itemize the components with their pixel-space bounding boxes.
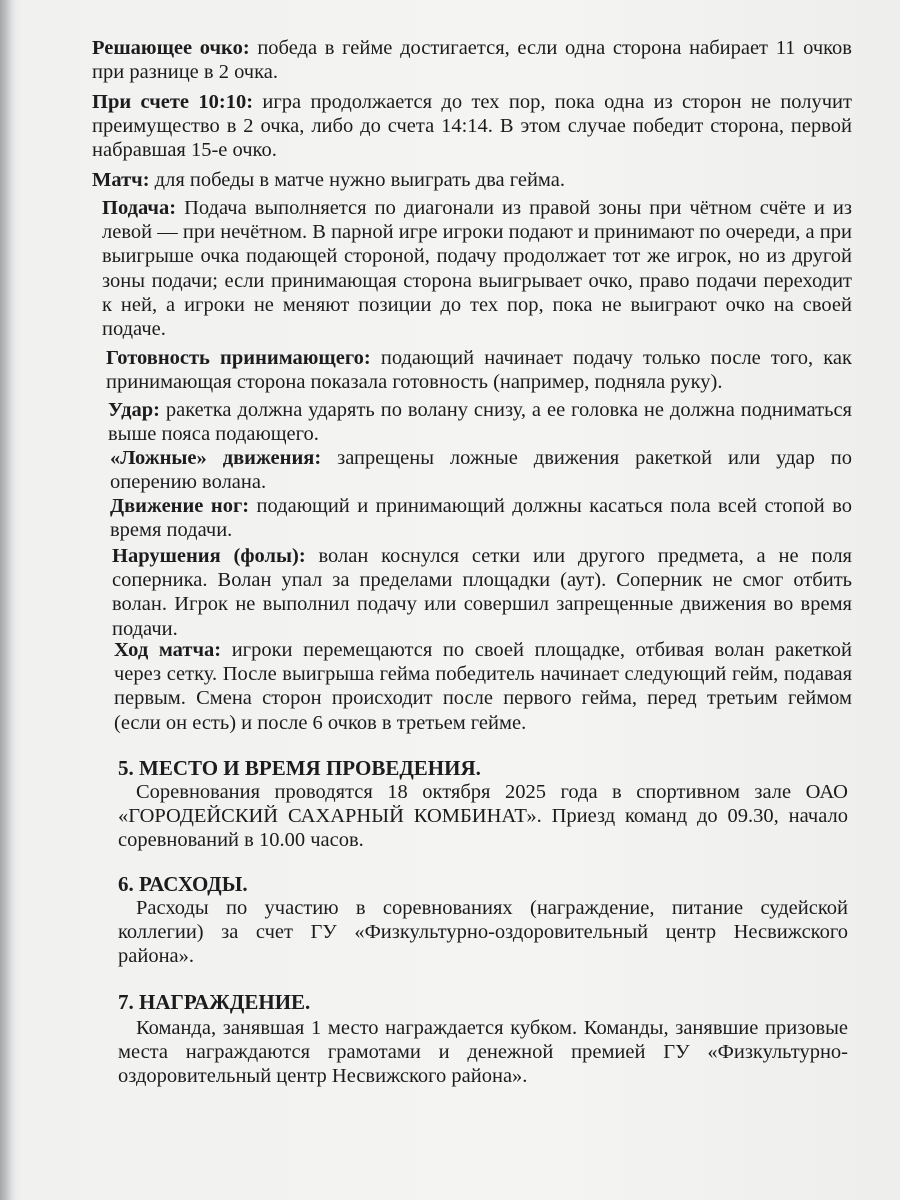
rule-receiver-ready	[106, 346, 852, 394]
rule-match	[92, 168, 852, 192]
rule-term: Матч:	[92, 169, 150, 191]
section-text-awards: Команда, занявшая 1 место награждается кубком. Команды, занявшие призовые места награждаются грамотами и денежной премией ГУ «Физкультурно-оздоровительный центр Несвижского района».	[118, 1017, 848, 1088]
rule-term: Удар:	[108, 399, 160, 421]
rule-score-10-10	[92, 90, 852, 163]
section-heading-venue: 5. МЕСТО И ВРЕМЯ ПРОВЕДЕНИЯ.	[118, 756, 481, 780]
rule-term: «Ложные» движения:	[110, 447, 322, 469]
rule-text: подающий начинает подачу только после того, как принимающая сторона показала готовность (например, подняла руку).	[106, 347, 852, 394]
rule-text: игроки перемещаются по своей площадке, отбивая волан ракеткой через сетку. После выигрыша гейма победитель начинает следующий гейм, подавая первым. Смена сторон происходит после первого гейма, перед третьим геймом (если он есть) и после 6 очков в третьем гейме.	[114, 639, 852, 734]
rule-term: Подача:	[102, 197, 177, 219]
rule-text: Подача выполняется по диагонали из правой зоны при чётном счёте и из левой — при нечётном. В парной игре игроки подают и принимают по очереди, а при выигрыше очка подающей стороной, подачу продолжает тот же игрок, но из другой зоны подачи; если принимающая сторона выигрывает очко, право подачи переходит к ней, а игроки не меняют позиции до тех пор, пока не выиграют очко на своей подаче.	[102, 197, 852, 341]
rule-text: игра продолжается до тех пор, пока одна из сторон не получит преимущество в 2 очка, либо до счета 14:14. В этом случае победит сторона, первой набравшая 15-е очко.	[92, 91, 852, 162]
rule-term: Готовность принимающего:	[106, 347, 371, 369]
rule-term: Решающее очко:	[92, 37, 250, 59]
rule-serve	[102, 196, 852, 341]
rule-text: ракетка должна ударять по волану снизу, а ее головка не должна подниматься выше пояса подающего.	[108, 399, 852, 446]
rule-foot-movement	[110, 494, 852, 542]
rule-text: запрещены ложные движения ракеткой или удар по оперению волана.	[110, 447, 852, 494]
page-edge-shadow	[0, 0, 14, 1200]
rule-faults	[112, 544, 852, 641]
rule-stroke	[108, 398, 852, 446]
rule-text: волан коснулся сетки или другого предмета, а не поля соперника. Волан упал за пределами площадки (аут). Соперник не смог отбить волан. Игрок не выполнил подачу или совершил запрещенные движения во время подачи.	[112, 545, 852, 640]
rule-term: Движение ног:	[110, 495, 250, 517]
rule-match-course	[114, 638, 852, 735]
rule-term: При счете 10:10:	[92, 91, 254, 113]
rule-text: победа в гейме достигается, если одна сторона набирает 11 очков при разнице в 2 очка.	[92, 37, 852, 84]
rule-false-moves	[110, 446, 852, 494]
rule-decisive-point	[92, 36, 852, 84]
rule-term: Ход матча:	[114, 639, 222, 661]
rule-text: подающий и принимающий должны касаться пола всей стопой во время подачи.	[110, 495, 852, 542]
rule-term: Нарушения (фолы):	[112, 545, 306, 567]
section-text-expenses: Расходы по участию в соревнованиях (награждение, питание судейской коллегии) за счет ГУ «Физкультурно-оздоровительный центр Несвижского района».	[118, 897, 848, 968]
section-text-venue: Соревнования проводятся 18 октября 2025 года в спортивном зале ОАО «ГОРОДЕЙСКИЙ САХАРНЫЙ КОМБИНАТ». Приезд команд до 09.30, начало соревнований в 10.00 часов.	[118, 781, 848, 852]
section-heading-awards: 7. НАГРАЖДЕНИЕ.	[118, 990, 311, 1014]
rule-text: для победы в матче нужно выиграть два гейма.	[149, 169, 565, 191]
section-heading-expenses: 6. РАСХОДЫ.	[118, 872, 248, 896]
